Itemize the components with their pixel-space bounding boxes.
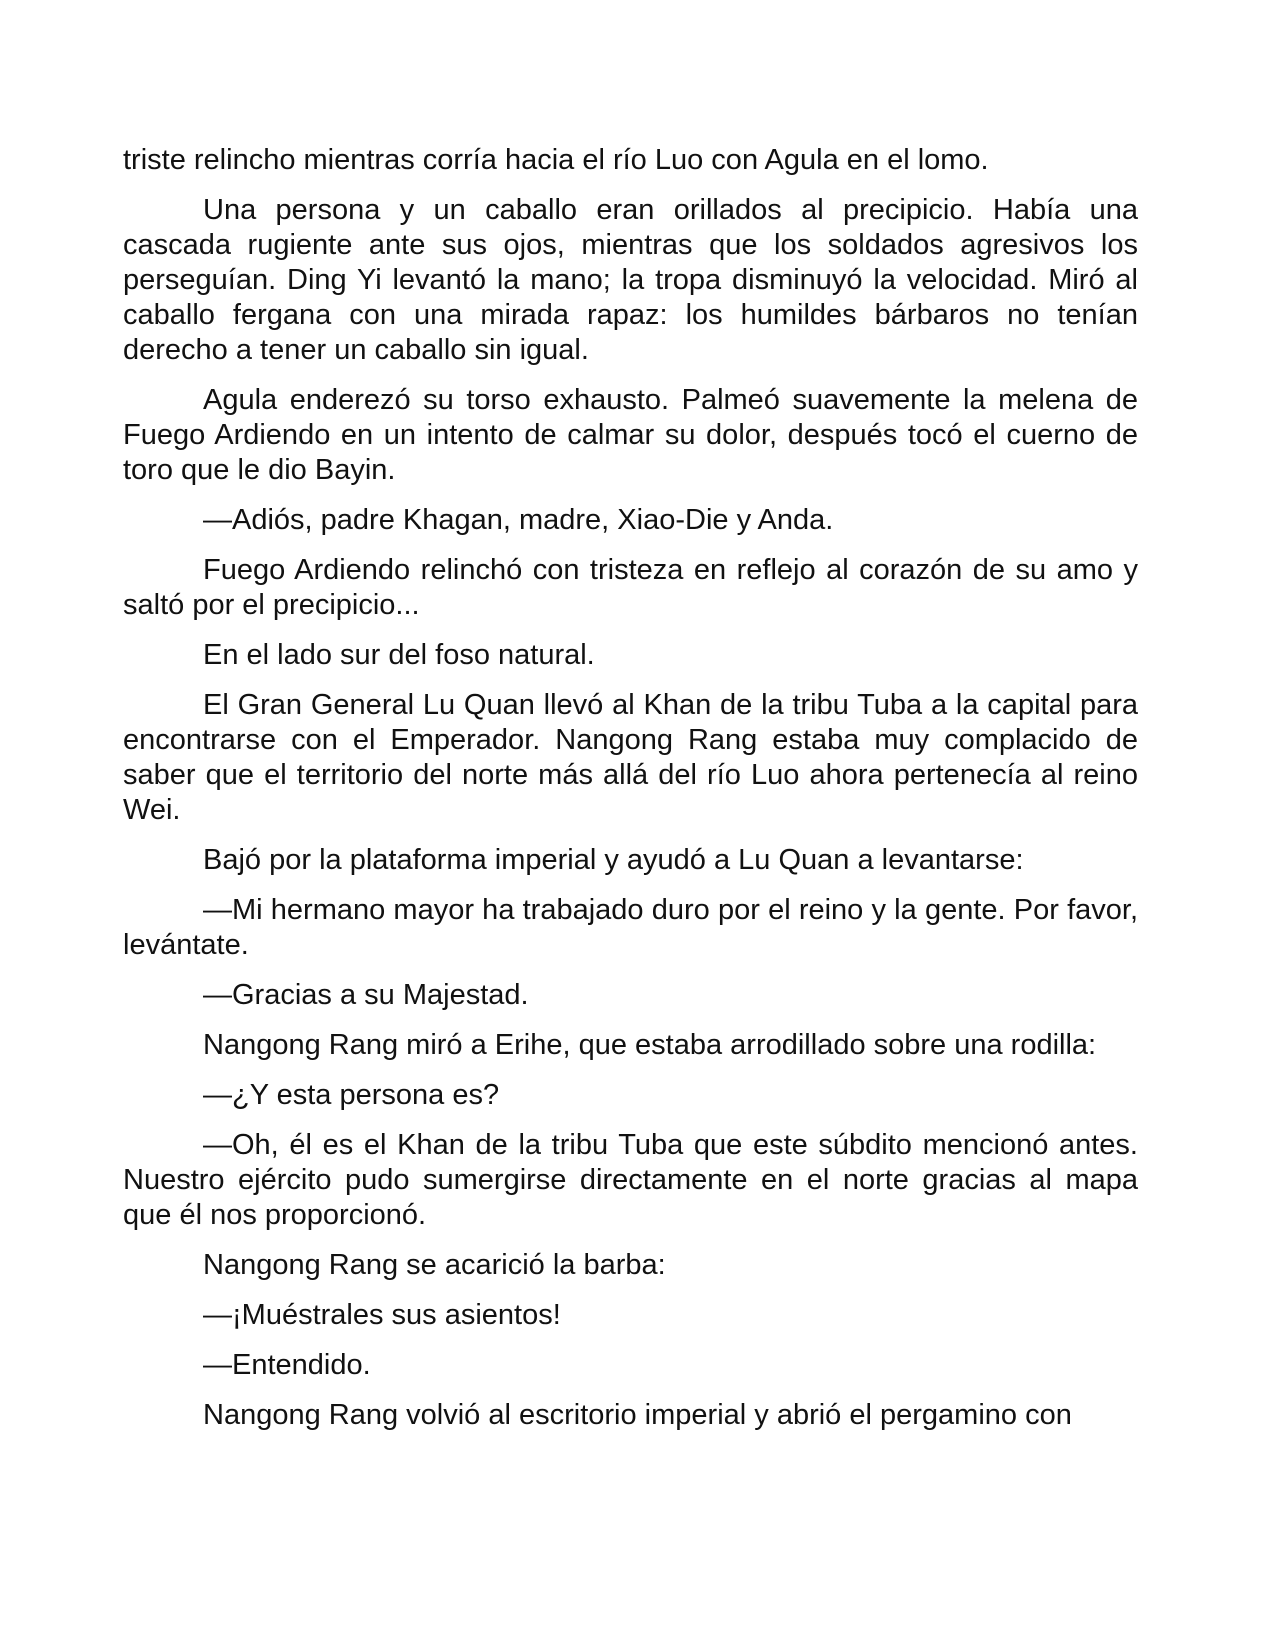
- paragraph-4: —Adiós, padre Khagan, madre, Xiao-Die y Anda.: [203, 504, 834, 536]
- paragraph-11: Nangong Rang miró a Erihe, que estaba arrodillado sobre una rodilla:: [203, 1029, 1097, 1061]
- paragraph-6: En el lado sur del foso natural.: [203, 639, 595, 671]
- paragraph-2: Una persona y un caballo eran orillados al precipicio. Había una cascada rugiente ante sus ojos, mientras que los soldados agresivos los perseguían. Ding Yi levantó la mano; la tropa disminuyó la velocidad. Miró al caballo fergana con una mirada rapaz: los humildes bárbaros no tenían derecho a tener un caballo sin igual.: [123, 194, 1138, 366]
- paragraph-9: —Mi hermano mayor ha trabajado duro por el reino y la gente. Por favor, levántate.: [123, 894, 1138, 961]
- paragraph-3: Agula enderezó su torso exhausto. Palmeó suavemente la melena de Fuego Ardiendo en un intento de calmar su dolor, después tocó el cuerno de toro que le dio Bayin.: [123, 384, 1138, 486]
- page-text: [123, 143, 1138, 1448]
- paragraph-5: Fuego Ardiendo relinchó con tristeza en reflejo al corazón de su amo y saltó por el precipicio...: [123, 554, 1138, 621]
- paragraph-15: —¡Muéstrales sus asientos!: [203, 1299, 561, 1331]
- paragraph-10: —Gracias a su Majestad.: [203, 979, 529, 1011]
- paragraph-17: Nangong Rang volvió al escritorio imperial y abrió el pergamino con: [203, 1399, 1072, 1431]
- paragraph-1: triste relincho mientras corría hacia el río Luo con Agula en el lomo.: [123, 144, 989, 176]
- paragraph-12: —¿Y esta persona es?: [203, 1079, 500, 1111]
- paragraph-8: Bajó por la plataforma imperial y ayudó a Lu Quan a levantarse:: [203, 844, 1024, 876]
- paragraph-14: Nangong Rang se acarició la barba:: [203, 1249, 666, 1281]
- paragraph-16: —Entendido.: [203, 1349, 371, 1381]
- paragraph-13: —Oh, él es el Khan de la tribu Tuba que este súbdito mencionó antes. Nuestro ejército pudo sumergirse directamente en el norte gracias al mapa que él nos proporcionó.: [123, 1129, 1138, 1231]
- paragraph-7: El Gran General Lu Quan llevó al Khan de la tribu Tuba a la capital para encontrarse con el Emperador. Nangong Rang estaba muy complacido de saber que el territorio del norte más allá del río Luo ahora pertenecía al reino Wei.: [123, 689, 1138, 826]
